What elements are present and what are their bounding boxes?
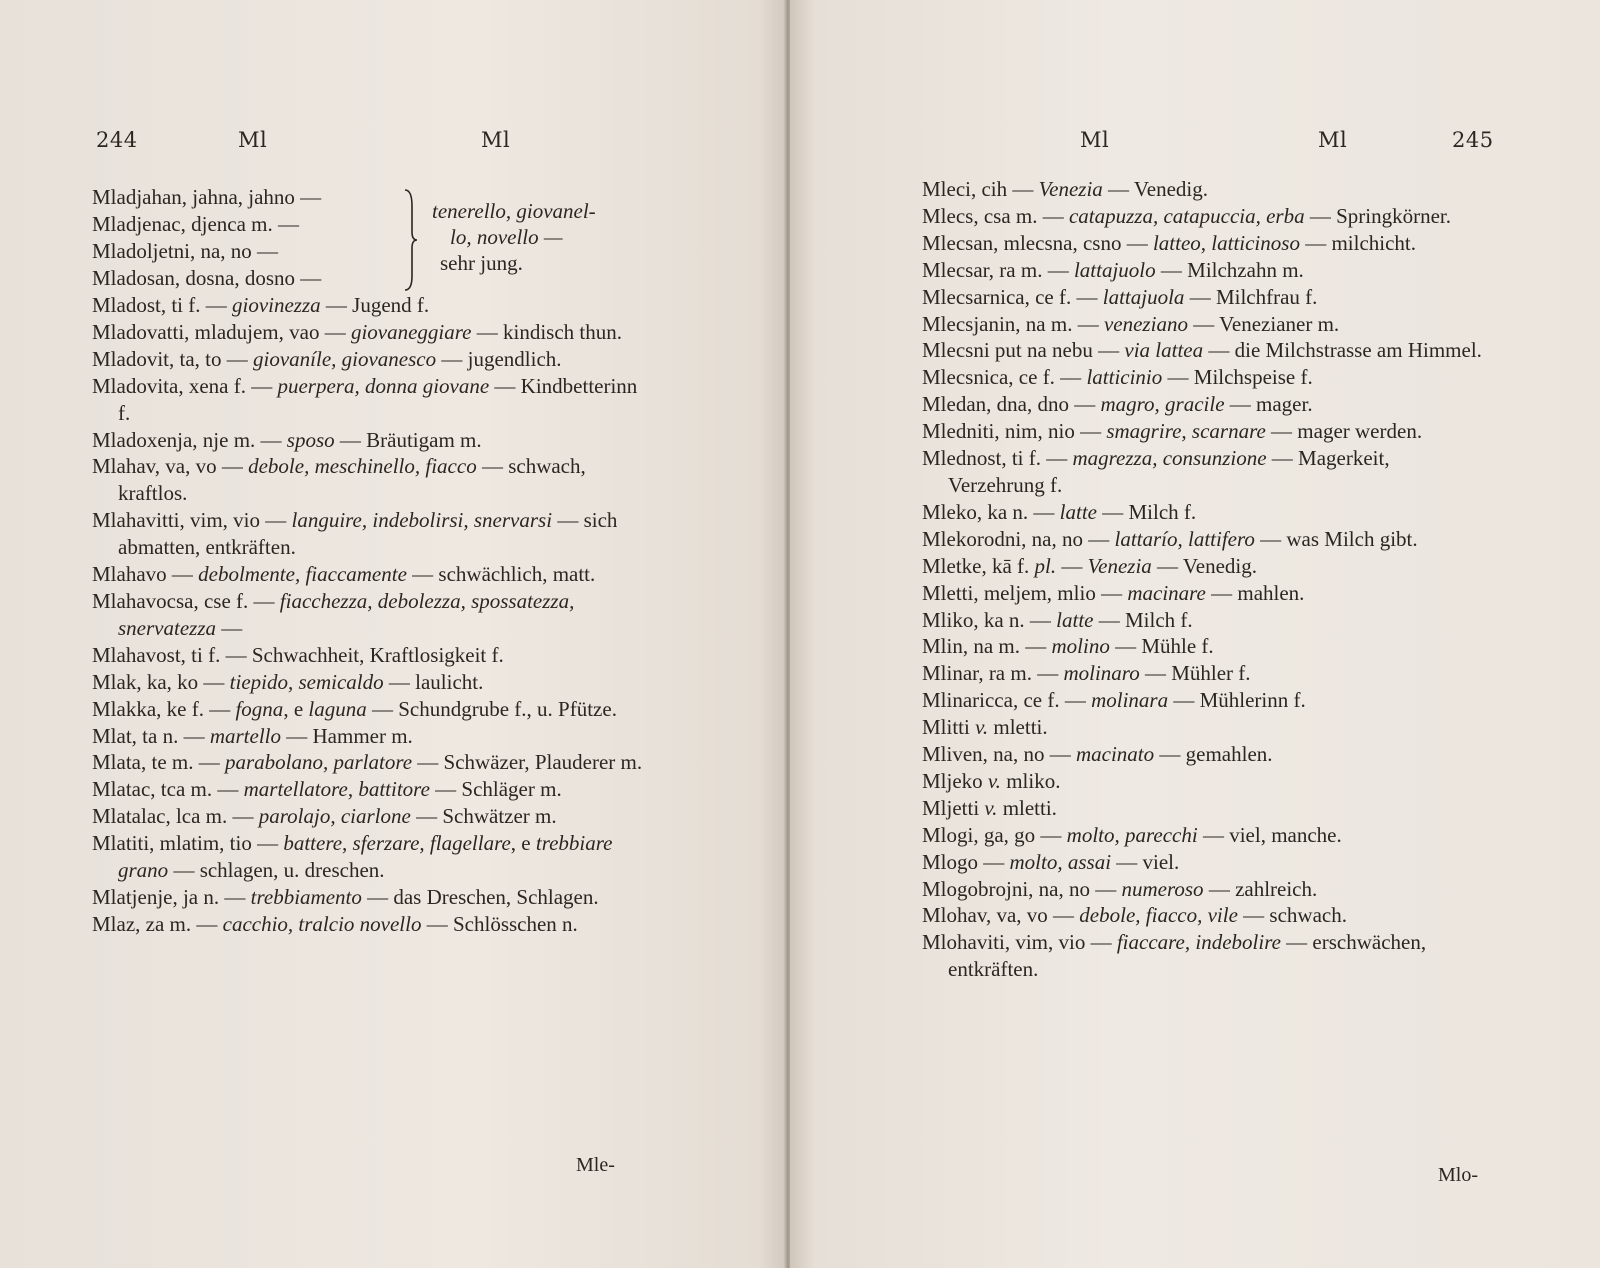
running-head: Ml: [1318, 128, 1348, 152]
entry-text: Mlak, ka, ko —: [92, 669, 230, 694]
entry-text: — Milch f.: [1093, 607, 1193, 632]
entry-italian: molto, assai: [1009, 849, 1112, 874]
entry-text: — Schundgrube f., u. Pfütze.: [366, 696, 617, 721]
entry-text: — Mühlerinn f.: [1168, 688, 1306, 713]
entry-italian: Venezia: [1038, 177, 1103, 201]
entry-italian: magrezza, consunzione: [1072, 446, 1267, 471]
entry-text: Mlohaviti, vim, vio —: [922, 930, 1117, 955]
entry-text: Mlakka, ke f. —: [92, 696, 236, 721]
entry-text: —: [216, 615, 243, 640]
entry-text: — Jugend f.: [320, 293, 430, 317]
entry-text: Mleko, ka n. —: [922, 499, 1060, 524]
entry-text: Mlogobrojni, na, no —: [922, 876, 1122, 901]
entry-italian: Venezia: [1087, 553, 1152, 578]
entry-text: — kindisch thun.: [471, 319, 622, 344]
dictionary-entry: [922, 580, 1484, 607]
entry-text: — Schwätzer m.: [410, 804, 557, 829]
entry-text: — zahlreich.: [1203, 876, 1318, 901]
entry-text: — Bräutigam m.: [334, 427, 482, 452]
gloss-line: lo, novello —: [450, 225, 563, 249]
dictionary-entry: [922, 284, 1484, 311]
entry-text: Mlogi, ga, go —: [922, 822, 1067, 847]
entry-text: Mlecsarnica, ce f. —: [922, 284, 1103, 309]
dictionary-entry: [922, 902, 1484, 929]
dictionary-entry: [922, 876, 1484, 903]
entry-text: — was Milch gibt.: [1254, 526, 1418, 551]
entry-text: — mager werden.: [1265, 419, 1423, 444]
entry-text: — Milchzahn m.: [1155, 257, 1304, 282]
entry-text: — die Milchstrasse am Himmel.: [1203, 338, 1482, 363]
dictionary-entry: [922, 391, 1484, 418]
dictionary-entry: [922, 337, 1484, 364]
dictionary-entry: [922, 230, 1484, 257]
dictionary-entry: [922, 499, 1484, 526]
page-number: 245: [1452, 128, 1494, 152]
entry-text: Mledan, dna, dno —: [922, 392, 1101, 417]
bracket-word: Mladjahan, jahna, jahno —: [92, 185, 322, 209]
entry-text: — Milchspeise f.: [1162, 365, 1313, 390]
entry-italian: macinato: [1075, 742, 1155, 767]
entry-text: Mlatiti, mlatim, tio —: [92, 831, 284, 856]
entry-text: Mlogo —: [922, 849, 1010, 874]
entry-text: — Mühle f.: [1109, 634, 1214, 659]
dictionary-entry: [922, 849, 1484, 876]
page-number: 244: [96, 128, 138, 152]
dictionary-entry: [92, 642, 652, 669]
entry-italian: parabolano, parlatore: [224, 750, 413, 775]
entry-text: Mladovatti, mladujem, vao —: [92, 319, 351, 344]
entry-text: — Magerkeit, Verzehrung f.: [948, 446, 1390, 497]
entry-italian: v.: [975, 715, 989, 740]
entry-text: — milchicht.: [1299, 230, 1417, 255]
entry-text: Mlecsnica, ce f. —: [922, 365, 1087, 390]
left-page: [0, 0, 790, 1268]
entry-list: [922, 176, 1484, 983]
dictionary-entry: [92, 723, 652, 750]
dictionary-entry: [92, 427, 652, 454]
running-head: Ml: [238, 128, 268, 152]
entry-text: Mlahavocsa, cse f. —: [92, 588, 280, 613]
entry-italian: martello: [209, 723, 281, 748]
entry-italian: debole, fiacco, vile: [1079, 903, 1238, 928]
entry-text: — schwach.: [1237, 903, 1347, 928]
entry-text: Mladoxenja, nje m. —: [92, 427, 287, 452]
dictionary-entry: [922, 364, 1484, 391]
entry-text: — Springkörner.: [1304, 203, 1452, 228]
entry-text: Mlatalac, lca m. —: [92, 804, 259, 829]
dictionary-entry: [922, 822, 1484, 849]
entry-italian: lattajuolo: [1073, 257, 1156, 282]
entry-italian: debolmente, fiaccamente: [198, 562, 407, 587]
gloss-line: tenerello, giovanel-: [432, 199, 596, 223]
entry-text: — Venezianer m.: [1187, 311, 1340, 336]
dictionary-entry: [922, 203, 1484, 230]
entry-italian: molinaro: [1063, 661, 1140, 686]
entry-italian: tiepido, semicaldo: [229, 669, 384, 694]
dictionary-entry: [92, 373, 652, 427]
entry-italian: fiaccare, indebolire: [1116, 930, 1281, 955]
catchword: Mlo-: [1438, 1164, 1478, 1186]
dictionary-entry: [922, 660, 1484, 687]
entry-text: — Venedig.: [1102, 177, 1208, 201]
running-head: Ml: [481, 128, 511, 152]
entry-text: mletti.: [997, 795, 1057, 820]
entry-text: Mlahavost, ti f. —: [92, 642, 252, 667]
entry-text: mletti.: [988, 715, 1048, 740]
dictionary-entry: [92, 453, 652, 507]
entry-italian: lattajuola: [1102, 284, 1185, 309]
entry-text: , e: [510, 831, 536, 856]
entry-italian: lattarío, lattifero: [1114, 526, 1255, 551]
dictionary-entry: [922, 741, 1484, 768]
entry-italian: magro, gracile: [1100, 392, 1225, 417]
entry-text: — laulicht.: [383, 669, 484, 694]
entry-text: —: [1056, 553, 1088, 578]
entry-text: Mlinaricca, ce f. —: [922, 688, 1092, 713]
entry-italian: laguna: [308, 696, 367, 721]
entry-text: — Milchfrau f.: [1184, 284, 1318, 309]
entry-italian: latticinio: [1086, 365, 1163, 390]
entry-italian: parolajo, ciarlone: [258, 804, 411, 829]
dictionary-entry: [92, 507, 652, 561]
catchword: Mle-: [576, 1154, 615, 1176]
entry-italian: fogna: [235, 696, 284, 721]
dictionary-entry: [922, 553, 1484, 580]
dictionary-entry: [92, 776, 652, 803]
dictionary-entry: [922, 257, 1484, 284]
running-head: Ml: [1080, 128, 1110, 152]
entry-text: Mlat, ta n. —: [92, 723, 210, 748]
entry-italian: martellatore, battitore: [243, 777, 430, 802]
entry-text: — Mühler f.: [1139, 661, 1251, 686]
entry-text: Mlatac, tca m. —: [92, 777, 244, 802]
entry-text: Mleci, cih —: [922, 177, 1039, 201]
entry-text: Mlecsni put na nebu —: [922, 338, 1125, 363]
entry-text: — Milch f.: [1096, 499, 1197, 524]
bracket-word: Mladosan, dosna, dosno —: [92, 265, 322, 290]
entry-italian: languire, indebolirsi, snervarsi: [291, 508, 553, 533]
entry-text: — gemahlen.: [1154, 742, 1273, 767]
entry-text: Mlekorodni, na, no —: [922, 526, 1115, 551]
entry-italian: latte: [1056, 607, 1094, 632]
entry-italian: macinare: [1127, 580, 1206, 605]
entry-text: Schwachheit, Kraftlosigkeit f.: [251, 642, 504, 667]
dictionary-entry: [92, 696, 652, 723]
entry-italian: catapuzza, catapuccia, erba: [1068, 203, 1305, 228]
entry-text: Mlaz, za m. —: [92, 911, 223, 936]
entry-text: Mletti, meljem, mlio —: [922, 580, 1128, 605]
entry-text: — erschwächen, entkräften.: [948, 930, 1427, 982]
entry-text: — schwächlich, matt.: [406, 562, 596, 587]
entry-italian: molino: [1051, 634, 1110, 659]
dictionary-entry: [92, 884, 652, 911]
dictionary-entry: [922, 607, 1484, 634]
entry-text: — mager.: [1224, 392, 1313, 417]
entry-italian: battere, sferzare, flagellare: [283, 831, 511, 856]
entry-text: — Schwäzer, Plauderer m.: [412, 750, 643, 775]
entry-text: — das Dreschen, Schlagen.: [361, 884, 599, 909]
entry-text: Mljeko: [922, 768, 988, 793]
entry-italian: via lattea: [1124, 338, 1204, 363]
dictionary-entry: [922, 714, 1484, 741]
entry-text: — Kindbetterinn f.: [118, 373, 638, 425]
dictionary-entry: [922, 795, 1484, 822]
dictionary-entry: [922, 929, 1484, 983]
entry-text: — mahlen.: [1205, 580, 1305, 605]
entry-text: Mletke, kā f.: [922, 553, 1035, 578]
dictionary-entry: [92, 911, 652, 938]
entry-italian: molto, parecchi: [1066, 822, 1198, 847]
entry-italian: giovaneggiare: [350, 319, 472, 344]
entry-italian: latteo, latticinoso: [1152, 230, 1300, 255]
entry-text: Mlecsar, ra m. —: [922, 257, 1074, 282]
entry-italian: trebbiamento: [250, 884, 362, 909]
entry-italian: debole, meschinello, fiacco: [248, 454, 477, 479]
entry-text: Mlinar, ra m. —: [922, 661, 1064, 686]
dictionary-entry: [922, 768, 1484, 795]
entry-text: Mlata, te m. —: [92, 750, 225, 775]
entry-italian: cacchio, tralcio novello: [222, 911, 422, 936]
entry-text: Mlahavitti, vim, vio —: [92, 508, 292, 533]
entry-text: Mliven, na, no —: [922, 742, 1076, 767]
entry-text: — Hammer m.: [281, 723, 413, 748]
dictionary-entry: [92, 292, 652, 319]
dictionary-entry: [922, 526, 1484, 553]
entry-text: — Venedig.: [1151, 553, 1257, 578]
bracket-word: Mladoljetni, na, no —: [92, 238, 279, 263]
dictionary-entry: [92, 830, 652, 884]
entry-text: , e: [283, 696, 309, 721]
entry-italian: numeroso: [1121, 876, 1204, 901]
entry-text: — schlagen, u. dreschen.: [168, 858, 385, 883]
entry-list: [92, 292, 652, 938]
entry-italian: v.: [984, 795, 998, 820]
entry-text: Mlohav, va, vo —: [922, 903, 1080, 928]
dictionary-entry: [92, 749, 652, 776]
entry-text: — jugendlich.: [436, 346, 562, 371]
entry-italian: molinara: [1091, 688, 1169, 713]
dictionary-entry: [92, 319, 652, 346]
entry-text: Mlecsjanin, na m. —: [922, 311, 1104, 336]
entry-text: Mliko, ka n. —: [922, 607, 1057, 632]
entry-text: Mlahavo —: [92, 562, 199, 587]
entry-text: — viel, manche.: [1197, 822, 1342, 847]
bracket-word: Mladjenac, djenca m. —: [92, 211, 300, 236]
gloss-line: sehr jung.: [440, 251, 523, 275]
entry-text: Mlin, na m. —: [922, 634, 1052, 659]
entry-italian: latte: [1059, 499, 1097, 524]
entry-italian: v.: [987, 768, 1001, 793]
dictionary-entry: [922, 633, 1484, 660]
entry-text: — sich abmatten, entkräften.: [118, 508, 618, 560]
entry-text: — viel.: [1111, 849, 1180, 874]
entry-text: Mladovita, xena f. —: [92, 373, 278, 398]
entry-text: Mledniti, nim, nio —: [922, 419, 1107, 444]
entry-text: Mladovit, ta, to —: [92, 346, 253, 371]
dictionary-entry: [92, 346, 652, 373]
entry-italian: veneziano: [1103, 311, 1188, 336]
right-page: [790, 0, 1600, 1268]
entry-italian: fiacchezza, debolezza, spossatezza, snervatezza: [118, 588, 575, 640]
dictionary-entry: [922, 311, 1484, 338]
dictionary-entry: [922, 687, 1484, 714]
entry-text: Mlahav, va, vo —: [92, 454, 249, 479]
entry-italian: giovinezza: [232, 293, 321, 317]
entry-italian: puerpera, donna giovane: [277, 373, 490, 398]
entry-text: Mlatjenje, ja n. —: [92, 884, 251, 909]
entry-italian: sposo: [286, 427, 335, 452]
brace-icon: [402, 188, 418, 292]
entry-text: Mlitti: [922, 715, 976, 740]
dictionary-entry: [92, 669, 652, 696]
entry-italian: pl.: [1034, 553, 1057, 578]
entry-text: Mlecsan, mlecsna, csno —: [922, 230, 1153, 255]
bracket-gloss: [432, 198, 657, 276]
dictionary-entry: [922, 176, 1484, 203]
dictionary-entry: [922, 445, 1484, 499]
entry-text: Mlednost, ti f. —: [922, 446, 1073, 471]
entry-text: Mljetti: [922, 795, 985, 820]
entry-text: — Schläger m.: [429, 777, 562, 802]
entry-text: mliko.: [1000, 768, 1061, 793]
entry-text: Mlecs, csa m. —: [922, 203, 1069, 228]
bracket-group: [92, 184, 652, 292]
entry-italian: giovaníle, giovanesco: [253, 346, 437, 371]
entry-italian: trebbiare grano: [118, 831, 613, 883]
dictionary-entry: [92, 561, 652, 588]
entry-italian: smagrire, scarnare: [1106, 419, 1266, 444]
dictionary-entry: [92, 803, 652, 830]
dictionary-entry: [92, 588, 652, 642]
entry-text: — Schlösschen n.: [421, 911, 578, 936]
dictionary-entry: [922, 418, 1484, 445]
entry-text: Mladost, ti f. —: [92, 293, 232, 317]
entry-text: — schwach, kraftlos.: [118, 454, 586, 506]
